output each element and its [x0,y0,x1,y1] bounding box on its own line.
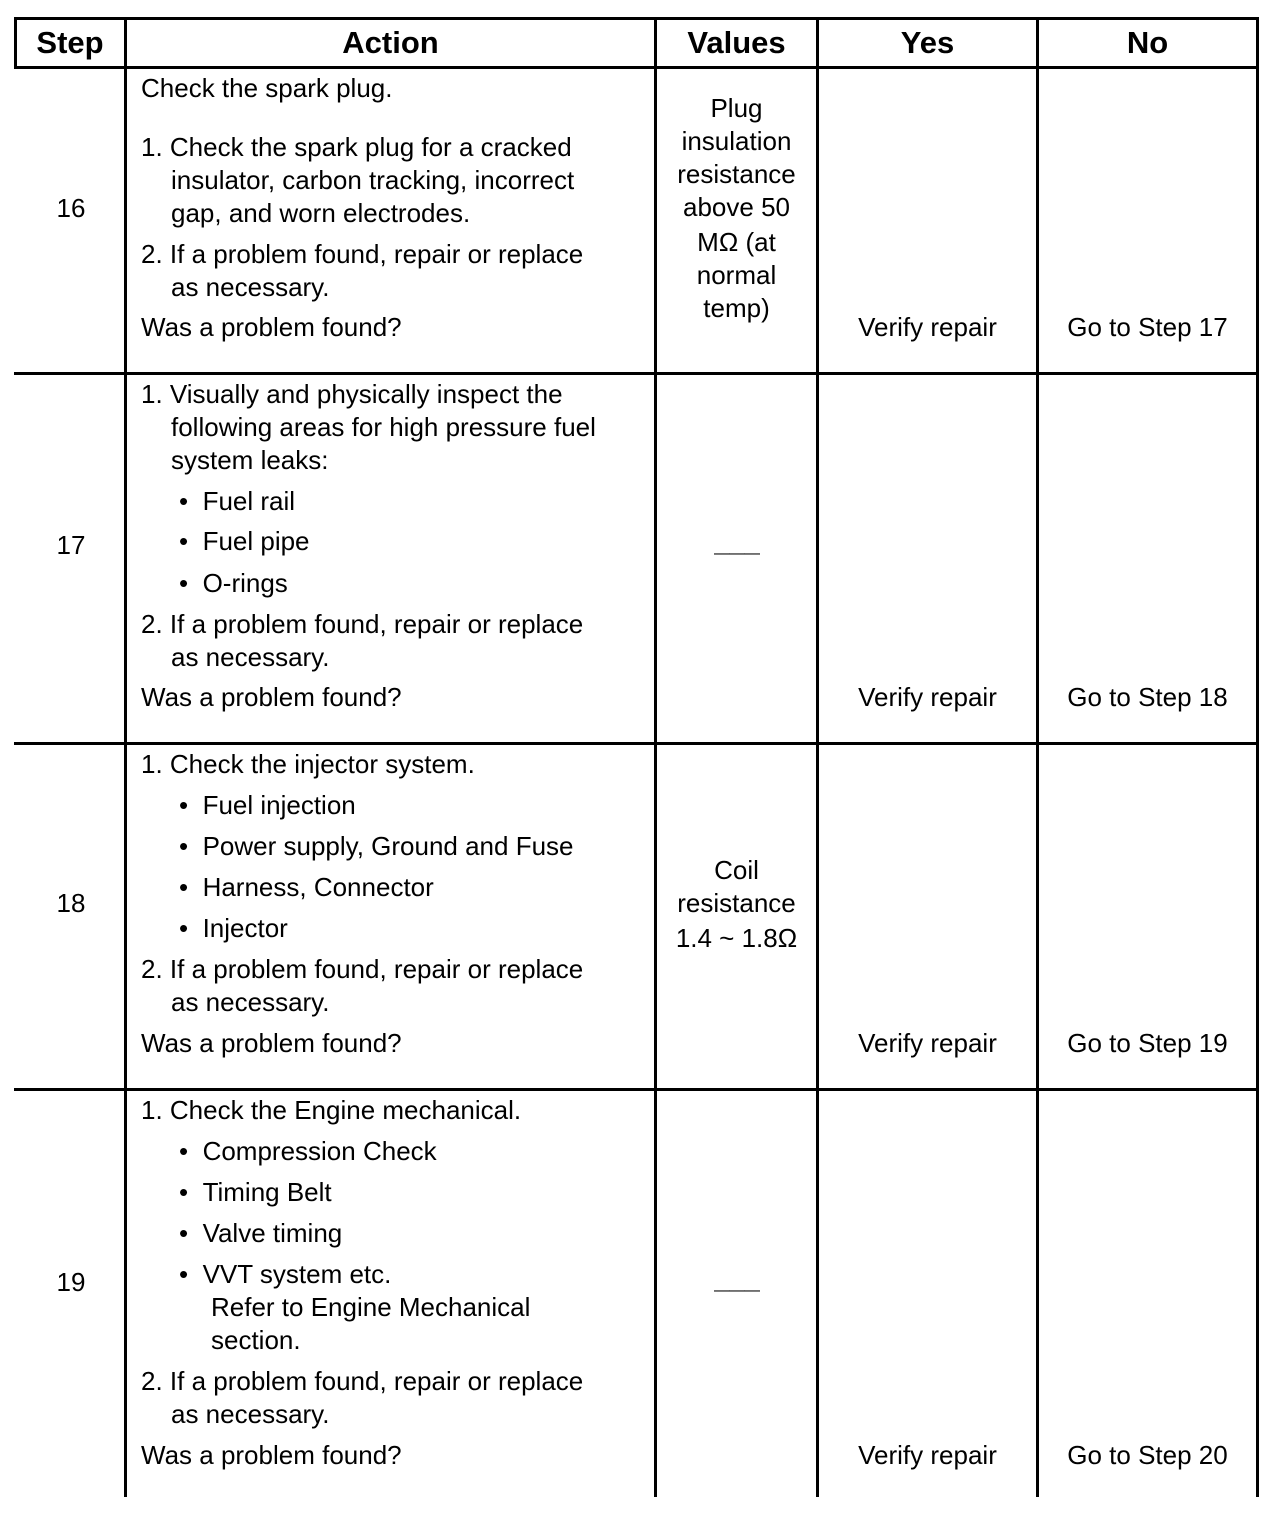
bullet-text: VVT system etc. [202,1259,392,1289]
bullet-icon: • [179,486,189,516]
no-outcome: Go to Step 18 [1067,682,1228,712]
action-question: Was a problem found? [141,1028,402,1058]
bullet-text: O-rings [202,568,288,598]
step-number: 16 [56,193,86,223]
column-border [1256,17,1259,1497]
header-step: Step [36,25,104,60]
bullet-icon: • [179,568,189,598]
bullet-icon: • [179,872,189,902]
action-item-line: 1. Check the spark plug for a cracked [141,132,572,162]
bullet-icon: • [179,1218,189,1248]
action-question: Was a problem found? [141,1440,402,1470]
bullet-item [179,1135,437,1168]
yes-outcome: Verify repair [858,682,997,712]
action-item-line: 2. If a problem found, repair or replace [141,609,584,639]
bullet-text: Compression Check [202,1136,437,1166]
bullet-text: Power supply, Ground and Fuse [202,831,574,861]
bullet-item [179,567,288,600]
value-dash: ——— [714,1282,759,1299]
action-item-line: as necessary. [171,1399,330,1429]
bullet-item [179,912,288,945]
bullet-icon: • [179,1177,189,1207]
bullet-text: Fuel rail [202,486,296,516]
action-item-line: 1. Check the injector system. [141,749,475,779]
action-item-line: system leaks: [171,445,329,475]
value-line: 1.4 ~ 1.8Ω [675,923,798,953]
value-dash: ——— [714,545,759,562]
bullet-text: Fuel injection [202,790,356,820]
action-item-line: 2. If a problem found, repair or replace [141,239,584,269]
value-line: Plug [710,93,763,123]
row-divider [14,742,1259,745]
no-outcome: Go to Step 17 [1067,312,1228,342]
action-item-line: 2. If a problem found, repair or replace [141,954,584,984]
bullet-item [179,525,310,558]
bullet-item [179,1176,332,1209]
action-item-line: as necessary. [171,987,330,1017]
action-intro: Check the spark plug. [141,73,393,103]
yes-outcome: Verify repair [858,1028,997,1058]
action-item-line: insulator, carbon tracking, incorrect [171,165,575,195]
bullet-item [179,1258,391,1291]
bullet-note-line: section. [211,1325,301,1355]
action-item-line: 1. Visually and physically inspect the [141,379,563,409]
value-line: resistance [677,888,796,918]
action-question: Was a problem found? [141,312,402,342]
action-question: Was a problem found? [141,682,402,712]
bullet-icon: • [179,526,189,556]
value-line: MΩ (at [697,227,776,257]
header-no: No [1126,25,1169,60]
bullet-item [179,1217,342,1250]
row-divider [14,1088,1259,1091]
value-line: insulation [681,126,792,156]
value-line: Coil [714,855,759,885]
bullet-icon: • [179,1136,189,1166]
row-divider [14,372,1259,375]
column-border [816,17,819,1497]
bullet-icon: • [179,1259,189,1289]
bullet-text: Valve timing [202,1218,343,1248]
action-item-line: following areas for high pressure fuel [171,412,596,442]
bullet-item [179,485,295,518]
value-line: temp) [703,293,770,323]
bullet-icon: • [179,913,189,943]
step-number: 19 [56,1267,86,1297]
column-border [1036,17,1039,1497]
bullet-text: Harness, Connector [202,872,434,902]
bullet-item [179,871,434,904]
yes-outcome: Verify repair [858,1440,997,1470]
bullet-icon: • [179,790,189,820]
header-values: Values [687,25,786,60]
no-outcome: Go to Step 19 [1067,1028,1228,1058]
action-item-line: 1. Check the Engine mechanical. [141,1095,522,1125]
bullet-item [179,789,356,822]
header-yes: Yes [900,25,955,60]
value-line: normal [696,260,777,290]
bullet-text: Injector [202,913,288,943]
bullet-text: Timing Belt [202,1177,332,1207]
value-line: resistance [677,159,796,189]
bullet-icon: • [179,831,189,861]
action-item-line: 2. If a problem found, repair or replace [141,1366,584,1396]
action-item-line: as necessary. [171,642,330,672]
bullet-note-line: Refer to Engine Mechanical [211,1292,531,1322]
action-item-line: as necessary. [171,272,330,302]
bullet-text: Fuel pipe [202,526,310,556]
no-outcome: Go to Step 20 [1067,1440,1228,1470]
bullet-item [179,830,574,863]
value-line: above 50 [683,192,790,222]
yes-outcome: Verify repair [858,312,997,342]
step-number: 18 [56,888,86,918]
header-action: Action [342,25,439,60]
action-item-line: gap, and worn electrodes. [171,198,471,228]
step-number: 17 [56,530,86,560]
